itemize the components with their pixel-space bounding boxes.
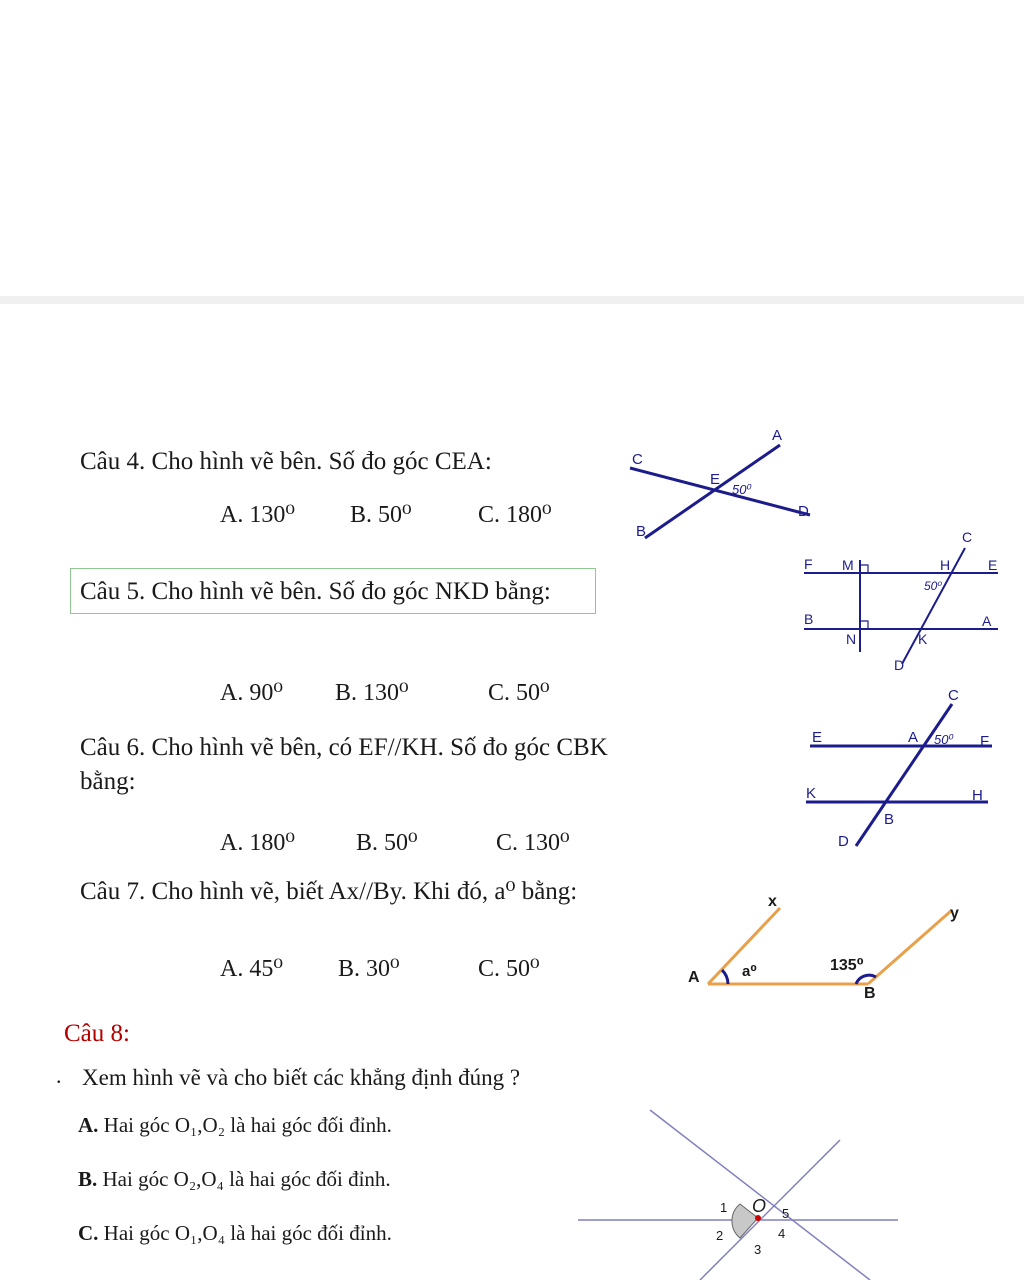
label-a-angle: a⁰: [742, 963, 757, 980]
q5-option-a[interactable]: A. 90⁰: [220, 680, 283, 706]
q7-option-a[interactable]: A. 45⁰: [220, 956, 283, 982]
line-cd: [902, 548, 965, 664]
label-e: E: [812, 729, 823, 746]
label-1: 1: [720, 1200, 728, 1215]
q7-option-c[interactable]: C. 50⁰: [478, 956, 540, 982]
q6-option-a[interactable]: A. 180⁰: [220, 830, 295, 856]
label-angle: 50⁰: [924, 579, 943, 593]
q4-figure: [620, 420, 820, 550]
label-n: N: [846, 631, 857, 647]
q5-figure: [800, 522, 1010, 674]
label-5: 5: [782, 1206, 790, 1221]
label-angle: 50⁰: [732, 482, 752, 497]
right-angle-m: [860, 565, 868, 573]
q4-option-a[interactable]: A. 130⁰: [220, 502, 295, 528]
line-ab: [645, 445, 780, 538]
q8-option-b[interactable]: [78, 1166, 391, 1192]
label-m: M: [842, 557, 854, 573]
q8-option-a-letter: A.: [78, 1113, 99, 1137]
label-f: F: [980, 733, 990, 750]
label-b: B: [636, 523, 647, 540]
label-b: B: [864, 985, 876, 1002]
q8-title: Câu 8:: [64, 1020, 130, 1047]
q8-bullet: .: [56, 1063, 62, 1088]
q6-text-line1: Câu 6. Cho hình vẽ bên, có EF//KH. Số đo góc CBK: [80, 734, 608, 761]
angle-arc-a: [722, 970, 728, 984]
label-a: A: [772, 427, 783, 444]
q6-option-c[interactable]: C. 130⁰: [496, 830, 570, 856]
label-e: E: [710, 471, 721, 488]
label-a: A: [908, 729, 919, 746]
label-4: 4: [778, 1226, 786, 1241]
q5-text: Câu 5. Cho hình vẽ bên. Số đo góc NKD bằng:: [80, 578, 551, 605]
q8-option-a-text: Hai góc O₁,O₂ là hai góc đối đỉnh.: [103, 1113, 392, 1137]
label-h: H: [972, 787, 983, 804]
q8-option-b-text: Hai góc O₂,O₄ là hai góc đối đỉnh.: [102, 1167, 391, 1191]
top-divider: [0, 296, 1024, 304]
label-a: A: [688, 969, 700, 986]
q8-option-c[interactable]: [78, 1220, 392, 1246]
label-e: E: [988, 557, 998, 573]
label-135: 135⁰: [830, 957, 864, 974]
label-h: H: [940, 557, 951, 573]
label-o: O: [752, 1196, 767, 1216]
label-b: B: [884, 811, 895, 828]
label-3: 3: [754, 1242, 762, 1257]
q8-option-a[interactable]: [78, 1112, 392, 1138]
label-x: x: [768, 893, 777, 910]
q5-option-c[interactable]: C. 50⁰: [488, 680, 550, 706]
label-d: D: [798, 503, 809, 520]
label-2: 2: [716, 1228, 724, 1243]
q8-prompt: Xem hình vẽ và cho biết các khẳng định đúng ?: [82, 1065, 521, 1090]
q4-text: Câu 4. Cho hình vẽ bên. Số đo góc CEA:: [80, 448, 492, 475]
q6-option-b[interactable]: B. 50⁰: [356, 830, 418, 856]
label-b: B: [804, 611, 814, 627]
label-y: y: [950, 905, 959, 922]
q6-text-line2: bằng:: [80, 768, 136, 795]
label-f: F: [804, 556, 813, 572]
q8-option-b-letter: B.: [78, 1167, 98, 1191]
label-d: D: [894, 657, 905, 673]
q7-option-b[interactable]: B. 30⁰: [338, 956, 400, 982]
q8-option-c-text: Hai góc O₁,O₄ là hai góc đối đỉnh.: [103, 1221, 392, 1245]
label-d: D: [838, 833, 849, 850]
label-k: K: [918, 631, 928, 647]
label-c: C: [632, 451, 643, 468]
label-angle: 50⁰: [934, 732, 954, 747]
q8-figure: [570, 1100, 910, 1280]
ray-by: [868, 910, 952, 984]
line-cd: [856, 704, 952, 846]
q7-text: Câu 7. Cho hình vẽ, biết Ax//By. Khi đó, a⁰ bằng:: [80, 878, 578, 905]
label-k: K: [806, 785, 817, 802]
q4-option-b[interactable]: B. 50⁰: [350, 502, 412, 528]
label-a: A: [982, 613, 992, 629]
label-c: C: [962, 529, 973, 545]
q8-option-c-letter: C.: [78, 1221, 99, 1245]
right-angle-n: [860, 621, 868, 629]
q4-option-c[interactable]: C. 180⁰: [478, 502, 552, 528]
q7-figure: [680, 888, 980, 1004]
q6-figure: [800, 684, 1010, 856]
label-c: C: [948, 687, 959, 704]
q5-option-b[interactable]: B. 130⁰: [335, 680, 409, 706]
